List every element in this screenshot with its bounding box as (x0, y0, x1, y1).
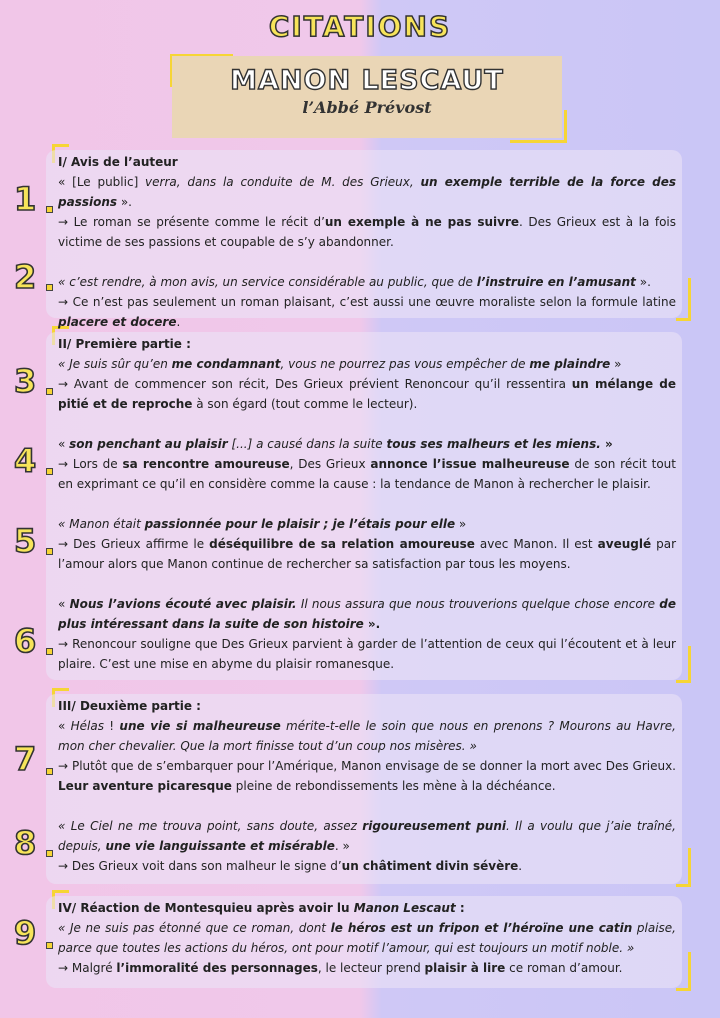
number-9: 9 (14, 914, 37, 952)
number-2: 2 (14, 258, 37, 296)
number-4: 4 (14, 442, 37, 480)
section-title: III/ Deuxième partie : (58, 699, 201, 713)
section-bracket (676, 646, 691, 683)
section-title: IV/ Réaction de Montesquieu après avoir lu Manon Lescaut : (58, 901, 465, 915)
section-1 (58, 152, 676, 332)
explanation-2: → Ce n’est pas seulement un roman plaisant, c’est aussi une œuvre moraliste selon la formule latine placere et docere. (58, 295, 676, 329)
explanation-4: → Lors de sa rencontre amoureuse, Des Grieux annonce l’issue malheureuse de son récit tout en exprimant ce qu’il en considère comme la cause : la tendance de Manon à rechercher le plaisir. (58, 457, 676, 491)
quote-6: « Nous l’avions écouté avec plaisir. Il nous assura que nous trouverions quelque chose encore de plus intéressant dans la suite de son histoire ». (58, 597, 676, 631)
number-bullet (46, 206, 53, 213)
quote-5: « Manon était passionnée pour le plaisir ; je l’étais pour elle » (58, 517, 467, 531)
explanation-8: → Des Grieux voit dans son malheur le signe d’un châtiment divin sévère. (58, 859, 523, 873)
explanation-1: → Le roman se présente comme le récit d’un exemple à ne pas suivre. Des Grieux est à la fois victime de ses passions et coupable de s’y abandonner. (58, 215, 677, 249)
number-5: 5 (14, 522, 37, 560)
section-bracket (676, 278, 691, 321)
quote-7: « Hélas ! une vie si malheureuse mérite-t-elle le soin que nous en prenons ? Mourons au Havre, mon cher chevalier. Que la mort finisse tout d’un coup nos misères. » (58, 719, 676, 753)
number-8: 8 (14, 824, 37, 862)
number-3: 3 (14, 362, 37, 400)
section-title: II/ Première partie : (58, 337, 191, 351)
title-box (172, 56, 562, 138)
number-bullet (46, 648, 53, 655)
number-bullet (46, 468, 53, 475)
quote-2: « c’est rendre, à mon avis, un service considérable au public, que de l’instruire en l’amusant ». (58, 275, 651, 289)
quote-4: « son penchant au plaisir [...] a causé dans la suite tous ses malheurs et les miens. » (58, 437, 613, 451)
number-7: 7 (14, 740, 37, 778)
number-bullet (46, 942, 53, 949)
number-bullet (46, 284, 53, 291)
number-bullet (46, 768, 53, 775)
quote-9: « Je ne suis pas étonné que ce roman, dont le héros est un fripon et l’héroïne une catin plaise, parce que toutes les actions du héros, ont pour motif l’amour, qui est toujours un motif noble. » (58, 921, 677, 955)
explanation-6: → Renoncour souligne que Des Grieux parvient à garder de l’attention de ceux qui l’écoutent et à leur plaire. C’est une mise en abyme du plaisir romanesque. (58, 637, 676, 671)
number-bullet (46, 850, 53, 857)
explanation-7: → Plutôt que de s’embarquer pour l’Amérique, Manon envisage de se donner la mort avec Des Grieux. Leur aventure picaresque pleine de rebondissements les mène à la déchéance. (58, 759, 676, 793)
explanation-5: → Des Grieux affirme le déséquilibre de sa relation amoureuse avec Manon. Il est aveuglé par l’amour alors que Manon continue de rechercher sa satisfaction par tous les moyens. (58, 537, 677, 571)
number-bullet (46, 388, 53, 395)
book-author: l’Abbé Prévost (302, 98, 432, 117)
title-bracket-bottom-right (510, 110, 567, 143)
section-2 (58, 334, 676, 674)
number-bullet (46, 548, 53, 555)
explanation-9: → Malgré l’immoralité des personnages, le lecteur prend plaisir à lire ce roman d’amour. (58, 961, 623, 975)
book-title: MANON LESCAUT (230, 65, 504, 96)
quote-1: « [Le public] verra, dans la conduite de M. des Grieux, un exemple terrible de la force des passions ». (58, 175, 676, 209)
section-bracket (676, 848, 691, 887)
explanation-3: → Avant de commencer son récit, Des Grieux prévient Renoncour qu’il ressentira un mélange de pitié et de reproche à son égard (tout comme le lecteur). (58, 377, 676, 411)
section-3 (58, 696, 676, 876)
section-title: I/ Avis de l’auteur (58, 155, 178, 169)
section-bracket (676, 952, 691, 991)
number-6: 6 (14, 622, 37, 660)
quote-3: « Je suis sûr qu’en me condamnant, vous ne pourrez pas vous empêcher de me plaindre » (58, 357, 622, 371)
quote-8: « Le Ciel ne me trouva point, sans doute, assez rigoureusement puni. Il a voulu que j’aie traîné, depuis, une vie languissante et misérable. » (58, 819, 676, 853)
number-1: 1 (14, 180, 37, 218)
header-citations: CITATIONS (268, 10, 452, 43)
section-4 (58, 898, 676, 978)
